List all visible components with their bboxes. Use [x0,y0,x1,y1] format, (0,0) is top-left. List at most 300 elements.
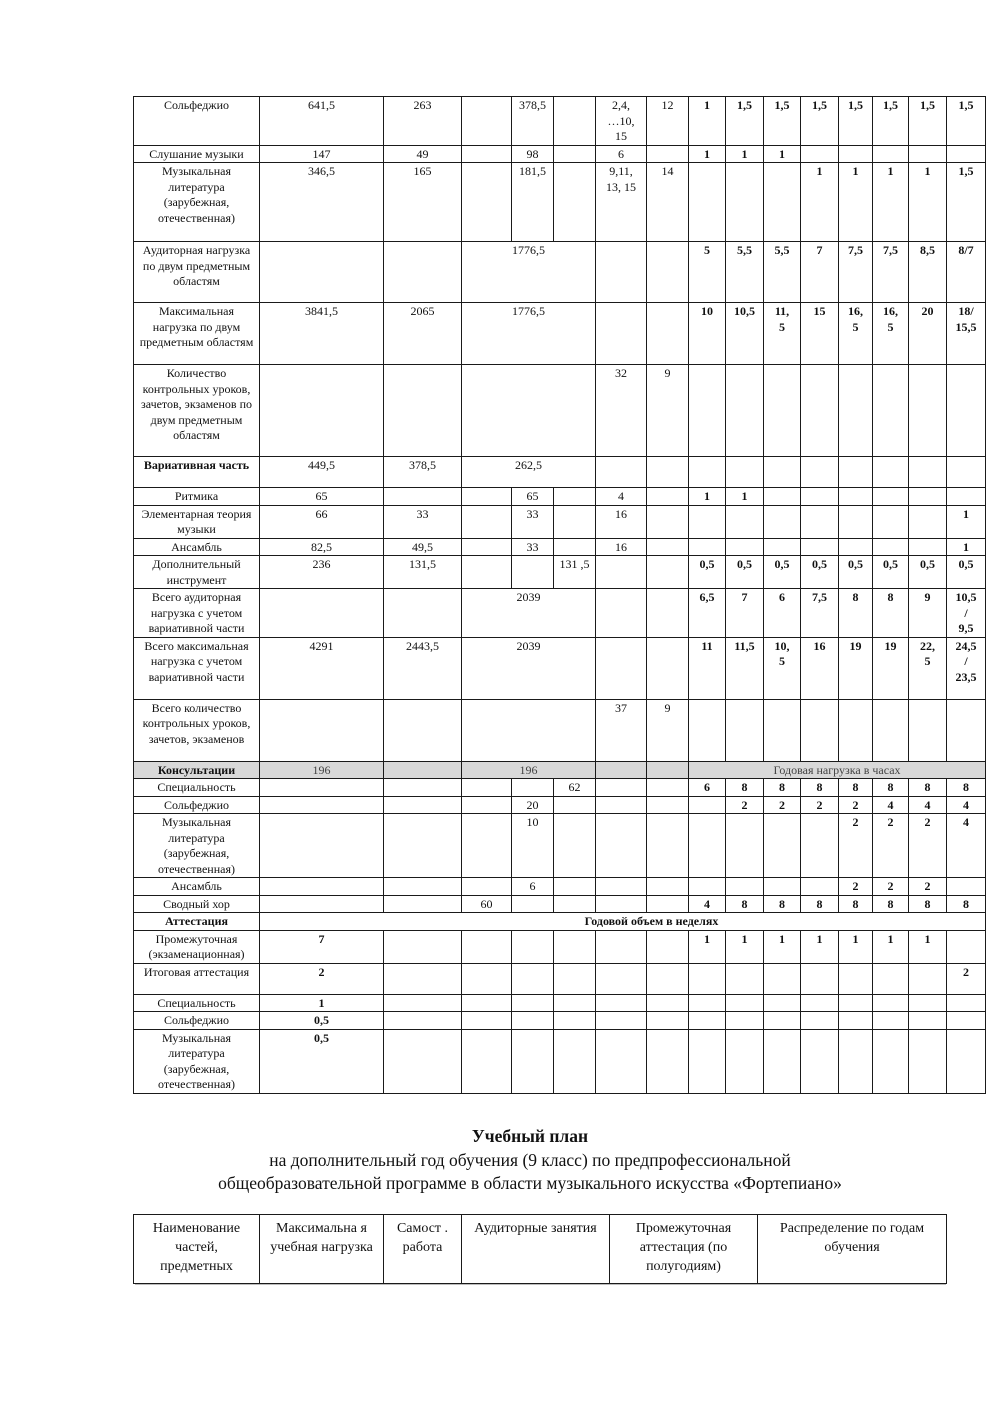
classroom-total-cell: 2039 [462,637,596,699]
year-hours-cell: 10, 5 [764,637,801,699]
year-hours-cell [689,796,726,814]
year-hours-cell: 8 [839,895,873,913]
header-table [133,1214,947,1284]
tests-semesters-cell [596,242,647,303]
year-weeks-cell: 1 [839,930,873,963]
tests-semesters-cell: 9,11, 13, 15 [596,163,647,242]
tests-semesters-cell [596,303,647,365]
year-hours-cell: 4 [947,796,986,814]
year-weeks-cell: 1 [764,930,801,963]
self-work-cell [384,895,462,913]
tests-semesters-cell: 4 [596,488,647,506]
year-weeks-cell [801,1029,839,1093]
weeks-cell: 0,5 [260,1029,384,1093]
year-weeks-cell [689,963,726,994]
classroom-group-cell [462,538,512,556]
year-hours-cell [909,488,947,506]
subject-name: Элементарная теория музыки [134,505,260,538]
year-hours-cell [764,365,801,457]
year-hours-cell: 8 [726,895,764,913]
classroom-total-cell: 196 [462,761,596,779]
classroom-group-cell [462,145,512,163]
year-hours-cell [839,365,873,457]
classroom-group-cell [462,97,512,146]
exams-semesters-cell: 12 [647,97,689,146]
header-col-classes: Аудиторные занятия [462,1215,610,1284]
year-hours-cell: 7,5 [839,242,873,303]
annual-hours-label: Годовая нагрузка в часах [689,761,986,779]
subject-name: Ансамбль [134,538,260,556]
classroom-small-group-cell: 33 [512,538,554,556]
max-load-cell [260,365,384,457]
year-hours-cell: 8 [873,895,909,913]
empty-cell [596,994,647,1012]
year-hours-cell: 2 [839,796,873,814]
year-hours-cell [764,814,801,878]
year-hours-cell: 2 [909,878,947,896]
self-work-cell: 2065 [384,303,462,365]
year-hours-cell [839,699,873,761]
classroom-total-cell [462,365,596,457]
year-hours-cell: 16, 5 [839,303,873,365]
plan-title: Учебный план [471,1126,589,1146]
year-hours-cell: 0,5 [873,556,909,589]
max-load-cell [260,895,384,913]
year-hours-cell [764,163,801,242]
empty-cell [596,930,647,963]
year-hours-cell [726,365,764,457]
classroom-individual-cell [554,895,596,913]
empty-cell [384,994,462,1012]
header-col-self-work: Самост . работа [384,1215,462,1284]
exams-semesters-cell [647,589,689,638]
year-hours-cell: 1 [726,488,764,506]
classroom-individual-cell: 131 ,5 [554,556,596,589]
year-hours-cell [764,488,801,506]
max-load-cell [260,779,384,797]
exams-semesters-cell [647,878,689,896]
table-row [134,303,986,365]
subject-name: Сольфеджио [134,796,260,814]
max-load-cell: 66 [260,505,384,538]
subject-name: Сольфеджио [134,1012,260,1030]
year-hours-cell [801,538,839,556]
year-hours-cell: 8 [764,895,801,913]
exams-semesters-cell [647,796,689,814]
exams-semesters-cell [647,505,689,538]
empty-cell [384,963,462,994]
weeks-cell: 7 [260,930,384,963]
year-hours-cell: 7,5 [801,589,839,638]
empty-cell [554,930,596,963]
table-row [134,145,986,163]
table-row [134,930,986,963]
weeks-cell: 0,5 [260,1012,384,1030]
header-col-years: Распределение по годам обучения [758,1215,947,1284]
tests-semesters-cell [596,556,647,589]
classroom-total-cell: 262,5 [462,457,596,488]
empty-cell [596,1012,647,1030]
empty-cell [647,1012,689,1030]
year-hours-cell: 4 [873,796,909,814]
classroom-small-group-cell: 65 [512,488,554,506]
exams-semesters-cell: 14 [647,163,689,242]
classroom-individual-cell [554,97,596,146]
year-hours-cell [726,878,764,896]
self-work-cell [384,779,462,797]
empty-cell [384,930,462,963]
year-hours-cell: 8 [801,895,839,913]
self-work-cell: 49 [384,145,462,163]
tests-semesters-cell [596,761,647,779]
year-weeks-cell [947,930,986,963]
table-row [134,556,986,589]
empty-cell [512,994,554,1012]
year-weeks-cell: 1 [873,930,909,963]
empty-cell [554,1012,596,1030]
subject-name: Музыкальная литература (зарубежная, отечественная) [134,163,260,242]
year-weeks-cell [689,994,726,1012]
empty-cell [647,994,689,1012]
year-hours-cell [689,814,726,878]
self-work-cell: 2443,5 [384,637,462,699]
year-hours-cell [873,699,909,761]
classroom-group-cell [462,163,512,242]
self-work-cell [384,488,462,506]
year-weeks-cell [726,1029,764,1093]
year-hours-cell [947,365,986,457]
year-hours-cell: 19 [873,637,909,699]
year-hours-cell: 2 [839,814,873,878]
year-hours-cell: 5 [689,242,726,303]
exams-semesters-cell: 9 [647,699,689,761]
exams-semesters-cell [647,895,689,913]
classroom-total-cell: 2039 [462,589,596,638]
year-hours-cell: 8/7 [947,242,986,303]
year-weeks-cell [801,994,839,1012]
empty-cell [384,1012,462,1030]
year-weeks-cell [689,1029,726,1093]
year-hours-cell: 5,5 [764,242,801,303]
tests-semesters-cell [596,637,647,699]
max-load-cell: 65 [260,488,384,506]
year-hours-cell [689,163,726,242]
empty-cell [512,1012,554,1030]
year-hours-cell [801,145,839,163]
year-hours-cell: 8 [839,589,873,638]
table-row [134,1029,986,1093]
year-weeks-cell [726,1012,764,1030]
tests-semesters-cell [596,457,647,488]
year-weeks-cell: 2 [947,963,986,994]
classroom-individual-cell [554,488,596,506]
table-row [134,814,986,878]
header-col-name: Наименование частей, предметных [134,1215,260,1284]
year-hours-cell: 1 [947,505,986,538]
year-hours-cell: 1,5 [726,97,764,146]
year-hours-cell [909,699,947,761]
max-load-cell: 4291 [260,637,384,699]
year-hours-cell: 22, 5 [909,637,947,699]
year-hours-cell [801,457,839,488]
header-col-attestation: Промежуточная аттестация (по полугодиям) [610,1215,758,1284]
classroom-group-cell [462,556,512,589]
max-load-cell: 449,5 [260,457,384,488]
max-load-cell: 346,5 [260,163,384,242]
year-hours-cell: 2 [873,814,909,878]
tests-semesters-cell [596,589,647,638]
year-hours-cell [947,457,986,488]
empty-cell [512,1029,554,1093]
year-weeks-cell [947,994,986,1012]
year-hours-cell [689,457,726,488]
classroom-total-cell [462,699,596,761]
year-hours-cell [764,538,801,556]
empty-cell [512,930,554,963]
year-weeks-cell [726,963,764,994]
empty-cell [647,930,689,963]
subject-name: Музыкальная литература (зарубежная, отечественная) [134,814,260,878]
year-hours-cell [873,457,909,488]
max-load-cell [260,878,384,896]
year-hours-cell: 16 [801,637,839,699]
exams-semesters-cell [647,779,689,797]
year-hours-cell: 1,5 [947,163,986,242]
subject-name: Сольфеджио [134,97,260,146]
year-weeks-cell [839,1029,873,1093]
empty-cell [462,930,512,963]
table-row [134,963,986,994]
self-work-cell [384,365,462,457]
max-load-cell [260,699,384,761]
year-hours-cell: 1,5 [909,97,947,146]
year-hours-cell: 1,5 [947,97,986,146]
table-row [134,895,986,913]
self-work-cell: 263 [384,97,462,146]
year-hours-cell: 1 [947,538,986,556]
tests-semesters-cell [596,895,647,913]
year-hours-cell: 11,5 [726,637,764,699]
year-hours-cell [839,457,873,488]
classroom-small-group-cell [512,779,554,797]
year-hours-cell: 1,5 [801,97,839,146]
subject-name: Количество контрольных уроков, зачетов, экзаменов по двум предметным областям [134,365,260,457]
subject-name: Итоговая аттестация [134,963,260,994]
year-hours-cell: 7,5 [873,242,909,303]
year-hours-cell: 8 [873,779,909,797]
table-row [134,994,986,1012]
year-hours-cell [839,145,873,163]
max-load-cell [260,242,384,303]
subject-name: Всего максимальная нагрузка с учетом вариативной части [134,637,260,699]
table-row [134,779,986,797]
year-hours-cell [726,699,764,761]
classroom-group-cell [462,505,512,538]
year-weeks-cell [764,1012,801,1030]
year-hours-cell: 0,5 [764,556,801,589]
year-hours-cell: 10,5 [726,303,764,365]
year-hours-cell [689,878,726,896]
exams-semesters-cell [647,145,689,163]
exams-semesters-cell [647,637,689,699]
year-weeks-cell [839,963,873,994]
year-hours-cell [764,457,801,488]
empty-cell [596,1029,647,1093]
year-hours-cell: 0,5 [689,556,726,589]
year-weeks-cell: 1 [689,930,726,963]
classroom-group-cell [462,488,512,506]
year-hours-cell: 20 [909,303,947,365]
empty-cell [596,963,647,994]
exams-semesters-cell [647,761,689,779]
year-hours-cell [839,488,873,506]
self-work-cell [384,761,462,779]
year-hours-cell [801,699,839,761]
subject-name: Аудиторная нагрузка по двум предметным областям [134,242,260,303]
table-row [134,505,986,538]
year-hours-cell [726,814,764,878]
classroom-small-group-cell: 33 [512,505,554,538]
tests-semesters-cell: 37 [596,699,647,761]
subject-name: Слушание музыки [134,145,260,163]
year-hours-cell [764,505,801,538]
classroom-individual-cell [554,796,596,814]
max-load-cell: 196 [260,761,384,779]
empty-cell [554,994,596,1012]
self-work-cell [384,814,462,878]
year-hours-cell: 4 [689,895,726,913]
exams-semesters-cell [647,814,689,878]
year-weeks-cell [764,1029,801,1093]
subject-name: Максимальная нагрузка по двум предметным областям [134,303,260,365]
max-load-cell [260,589,384,638]
year-weeks-cell [726,994,764,1012]
exams-semesters-cell [647,457,689,488]
year-weeks-cell [801,1012,839,1030]
year-hours-cell: 1 [801,163,839,242]
year-hours-cell [947,145,986,163]
self-work-cell: 49,5 [384,538,462,556]
year-weeks-cell [909,1012,947,1030]
attestation-header-row [134,913,986,931]
year-hours-cell [909,457,947,488]
year-hours-cell [947,488,986,506]
subject-name: Всего аудиторная нагрузка с учетом вариативной части [134,589,260,638]
year-weeks-cell [764,963,801,994]
max-load-cell: 82,5 [260,538,384,556]
table-row [134,365,986,457]
table-row [134,163,986,242]
table-row [134,457,986,488]
year-hours-cell: 7 [801,242,839,303]
year-hours-cell: 8 [909,779,947,797]
year-hours-cell: 2 [839,878,873,896]
year-hours-cell [764,699,801,761]
year-weeks-cell: 1 [801,930,839,963]
year-hours-cell: 8 [726,779,764,797]
year-weeks-cell [689,1012,726,1030]
max-load-cell [260,796,384,814]
empty-cell [462,1029,512,1093]
year-hours-cell: 8,5 [909,242,947,303]
tests-semesters-cell [596,878,647,896]
empty-cell [647,1029,689,1093]
table-row [134,488,986,506]
tests-semesters-cell: 2,4, …10, 15 [596,97,647,146]
year-hours-cell [726,457,764,488]
year-weeks-cell [909,1029,947,1093]
year-hours-cell: 2 [726,796,764,814]
subject-name: Ансамбль [134,878,260,896]
year-hours-cell: 8 [839,779,873,797]
year-weeks-cell [873,994,909,1012]
year-hours-cell: 24,5 / 23,5 [947,637,986,699]
subject-name: Специальность [134,779,260,797]
year-hours-cell: 1 [909,163,947,242]
year-hours-cell: 0,5 [801,556,839,589]
year-hours-cell: 0,5 [839,556,873,589]
empty-cell [512,963,554,994]
weeks-cell: 2 [260,963,384,994]
year-hours-cell [947,699,986,761]
year-hours-cell: 15 [801,303,839,365]
year-hours-cell: 2 [801,796,839,814]
year-weeks-cell [839,1012,873,1030]
year-hours-cell: 8 [801,779,839,797]
year-hours-cell: 1 [689,488,726,506]
tests-semesters-cell: 6 [596,145,647,163]
tests-semesters-cell: 16 [596,538,647,556]
year-hours-cell: 1,5 [873,97,909,146]
classroom-small-group-cell: 181,5 [512,163,554,242]
subject-name: Дополнительный инструмент [134,556,260,589]
classroom-individual-cell [554,145,596,163]
year-hours-cell: 5,5 [726,242,764,303]
tests-semesters-cell [596,814,647,878]
exams-semesters-cell [647,556,689,589]
classroom-group-cell [462,878,512,896]
year-hours-cell [873,365,909,457]
plan-subtitle-line2: общеобразовательной программе в области музыкального искусства «Фортепиано» [218,1173,842,1193]
self-work-cell [384,699,462,761]
exams-semesters-cell [647,488,689,506]
self-work-cell: 165 [384,163,462,242]
year-hours-cell: 2 [873,878,909,896]
self-work-cell [384,796,462,814]
year-hours-cell [839,538,873,556]
exams-semesters-cell [647,242,689,303]
year-weeks-cell: 1 [909,930,947,963]
tests-semesters-cell: 32 [596,365,647,457]
year-weeks-cell [909,963,947,994]
classroom-small-group-cell: 98 [512,145,554,163]
max-load-cell: 236 [260,556,384,589]
classroom-group-cell [462,814,512,878]
year-hours-cell: 11 [689,637,726,699]
classroom-group-cell [462,796,512,814]
year-hours-cell [801,505,839,538]
classroom-individual-cell: 62 [554,779,596,797]
year-hours-cell [839,505,873,538]
year-hours-cell: 4 [909,796,947,814]
year-hours-cell [689,538,726,556]
year-hours-cell [801,814,839,878]
year-hours-cell: 9 [909,589,947,638]
year-hours-cell: 0,5 [909,556,947,589]
year-hours-cell: 2 [764,796,801,814]
year-hours-cell [873,145,909,163]
max-load-cell: 641,5 [260,97,384,146]
